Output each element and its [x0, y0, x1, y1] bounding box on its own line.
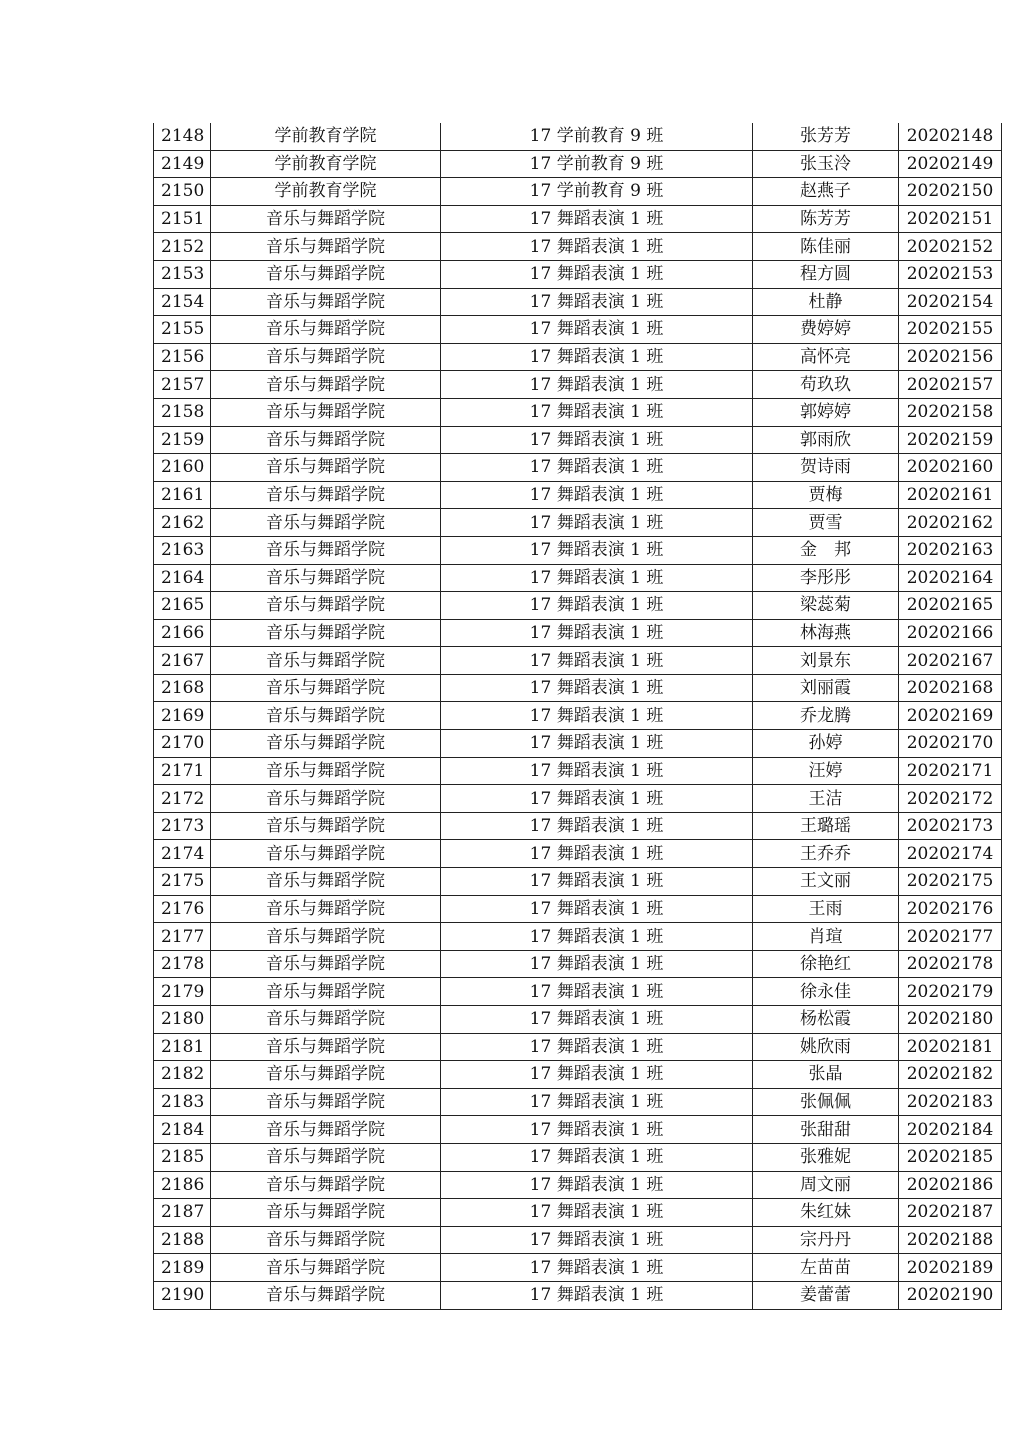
student-name-cell: 金 邦: [753, 536, 899, 564]
sequence-number-cell: 2159: [154, 426, 211, 454]
table-row: [154, 1088, 1002, 1116]
student-id-cell: 20202188: [899, 1226, 1002, 1254]
class-cell: 17 舞蹈表演 1 班: [441, 619, 753, 647]
student-name-cell: 徐永佳: [753, 978, 899, 1006]
college-cell: 音乐与舞蹈学院: [211, 757, 441, 785]
sequence-number-cell: 2158: [154, 398, 211, 426]
class-cell: 17 舞蹈表演 1 班: [441, 1088, 753, 1116]
table-row: [154, 674, 1002, 702]
student-name-cell: 王璐瑶: [753, 812, 899, 840]
table-row: [154, 978, 1002, 1006]
student-name-cell: 刘景东: [753, 647, 899, 675]
student-name-cell: 李彤彤: [753, 564, 899, 592]
student-id-cell: 20202189: [899, 1254, 1002, 1282]
table-row: [154, 1171, 1002, 1199]
student-id-cell: 20202148: [899, 123, 1002, 150]
class-cell: 17 舞蹈表演 1 班: [441, 564, 753, 592]
college-cell: 音乐与舞蹈学院: [211, 1199, 441, 1227]
class-cell: 17 舞蹈表演 1 班: [441, 1171, 753, 1199]
student-name-cell: 费婷婷: [753, 316, 899, 344]
sequence-number-cell: 2162: [154, 509, 211, 537]
college-cell: 音乐与舞蹈学院: [211, 1061, 441, 1089]
student-id-cell: 20202184: [899, 1116, 1002, 1144]
student-id-cell: 20202187: [899, 1199, 1002, 1227]
class-cell: 17 舞蹈表演 1 班: [441, 1061, 753, 1089]
table-row: [154, 205, 1002, 233]
class-cell: 17 舞蹈表演 1 班: [441, 674, 753, 702]
student-name-cell: 王洁: [753, 785, 899, 813]
student-id-cell: 20202152: [899, 233, 1002, 261]
college-cell: 音乐与舞蹈学院: [211, 481, 441, 509]
student-name-cell: 陈佳丽: [753, 233, 899, 261]
student-name-cell: 贾梅: [753, 481, 899, 509]
sequence-number-cell: 2164: [154, 564, 211, 592]
college-cell: 音乐与舞蹈学院: [211, 564, 441, 592]
college-cell: 音乐与舞蹈学院: [211, 1088, 441, 1116]
college-cell: 音乐与舞蹈学院: [211, 619, 441, 647]
table-row: [154, 950, 1002, 978]
student-name-cell: 乔龙腾: [753, 702, 899, 730]
sequence-number-cell: 2154: [154, 288, 211, 316]
table-row: [154, 454, 1002, 482]
student-name-cell: 朱红妹: [753, 1199, 899, 1227]
sequence-number-cell: 2161: [154, 481, 211, 509]
college-cell: 音乐与舞蹈学院: [211, 1033, 441, 1061]
student-name-cell: 贺诗雨: [753, 454, 899, 482]
student-id-cell: 20202159: [899, 426, 1002, 454]
table-row: [154, 1116, 1002, 1144]
student-name-cell: 周文丽: [753, 1171, 899, 1199]
student-name-cell: 林海燕: [753, 619, 899, 647]
student-id-cell: 20202166: [899, 619, 1002, 647]
sequence-number-cell: 2182: [154, 1061, 211, 1089]
table-row: [154, 895, 1002, 923]
class-cell: 17 舞蹈表演 1 班: [441, 316, 753, 344]
class-cell: 17 舞蹈表演 1 班: [441, 1033, 753, 1061]
sequence-number-cell: 2167: [154, 647, 211, 675]
table-row: [154, 426, 1002, 454]
student-id-cell: 20202168: [899, 674, 1002, 702]
sequence-number-cell: 2185: [154, 1143, 211, 1171]
class-cell: 17 舞蹈表演 1 班: [441, 1254, 753, 1282]
sequence-number-cell: 2149: [154, 150, 211, 178]
table-row: [154, 812, 1002, 840]
class-cell: 17 舞蹈表演 1 班: [441, 233, 753, 261]
sequence-number-cell: 2176: [154, 895, 211, 923]
college-cell: 音乐与舞蹈学院: [211, 398, 441, 426]
student-id-cell: 20202177: [899, 923, 1002, 951]
college-cell: 音乐与舞蹈学院: [211, 592, 441, 620]
class-cell: 17 舞蹈表演 1 班: [441, 481, 753, 509]
table-row: [154, 923, 1002, 951]
class-cell: 17 舞蹈表演 1 班: [441, 895, 753, 923]
table-row: [154, 260, 1002, 288]
student-id-cell: 20202176: [899, 895, 1002, 923]
student-roster-table: [153, 123, 1002, 1310]
college-cell: 音乐与舞蹈学院: [211, 205, 441, 233]
table-row: [154, 757, 1002, 785]
student-id-cell: 20202167: [899, 647, 1002, 675]
student-id-cell: 20202154: [899, 288, 1002, 316]
sequence-number-cell: 2190: [154, 1281, 211, 1309]
student-id-cell: 20202186: [899, 1171, 1002, 1199]
college-cell: 音乐与舞蹈学院: [211, 1254, 441, 1282]
table-row: [154, 481, 1002, 509]
sequence-number-cell: 2177: [154, 923, 211, 951]
student-name-cell: 高怀亮: [753, 343, 899, 371]
college-cell: 音乐与舞蹈学院: [211, 260, 441, 288]
sequence-number-cell: 2184: [154, 1116, 211, 1144]
table-row: [154, 785, 1002, 813]
sequence-number-cell: 2183: [154, 1088, 211, 1116]
college-cell: 音乐与舞蹈学院: [211, 868, 441, 896]
student-name-cell: 张佩佩: [753, 1088, 899, 1116]
sequence-number-cell: 2186: [154, 1171, 211, 1199]
class-cell: 17 舞蹈表演 1 班: [441, 757, 753, 785]
table-row: [154, 1006, 1002, 1034]
student-id-cell: 20202185: [899, 1143, 1002, 1171]
sequence-number-cell: 2173: [154, 812, 211, 840]
sequence-number-cell: 2170: [154, 730, 211, 758]
sequence-number-cell: 2151: [154, 205, 211, 233]
college-cell: 音乐与舞蹈学院: [211, 1143, 441, 1171]
class-cell: 17 舞蹈表演 1 班: [441, 730, 753, 758]
sequence-number-cell: 2178: [154, 950, 211, 978]
college-cell: 学前教育学院: [211, 123, 441, 150]
table-row: [154, 1143, 1002, 1171]
student-id-cell: 20202179: [899, 978, 1002, 1006]
student-id-cell: 20202160: [899, 454, 1002, 482]
college-cell: 音乐与舞蹈学院: [211, 840, 441, 868]
student-name-cell: 张芳芳: [753, 123, 899, 150]
sequence-number-cell: 2150: [154, 178, 211, 206]
student-name-cell: 杜静: [753, 288, 899, 316]
class-cell: 17 学前教育 9 班: [441, 123, 753, 150]
college-cell: 音乐与舞蹈学院: [211, 1281, 441, 1309]
sequence-number-cell: 2172: [154, 785, 211, 813]
student-id-cell: 20202173: [899, 812, 1002, 840]
class-cell: 17 学前教育 9 班: [441, 178, 753, 206]
table-row: [154, 1281, 1002, 1309]
college-cell: 音乐与舞蹈学院: [211, 674, 441, 702]
student-id-cell: 20202150: [899, 178, 1002, 206]
college-cell: 音乐与舞蹈学院: [211, 730, 441, 758]
table-row: [154, 123, 1002, 150]
student-name-cell: 徐艳红: [753, 950, 899, 978]
college-cell: 音乐与舞蹈学院: [211, 536, 441, 564]
student-name-cell: 王雨: [753, 895, 899, 923]
college-cell: 音乐与舞蹈学院: [211, 343, 441, 371]
student-id-cell: 20202171: [899, 757, 1002, 785]
student-name-cell: 梁蕊菊: [753, 592, 899, 620]
class-cell: 17 舞蹈表演 1 班: [441, 454, 753, 482]
college-cell: 音乐与舞蹈学院: [211, 923, 441, 951]
sequence-number-cell: 2171: [154, 757, 211, 785]
sequence-number-cell: 2169: [154, 702, 211, 730]
student-id-cell: 20202162: [899, 509, 1002, 537]
student-name-cell: 程方圆: [753, 260, 899, 288]
college-cell: 音乐与舞蹈学院: [211, 950, 441, 978]
table-row: [154, 371, 1002, 399]
table-row: [154, 1199, 1002, 1227]
class-cell: 17 舞蹈表演 1 班: [441, 1226, 753, 1254]
table-row: [154, 840, 1002, 868]
student-id-cell: 20202180: [899, 1006, 1002, 1034]
student-id-cell: 20202151: [899, 205, 1002, 233]
college-cell: 学前教育学院: [211, 178, 441, 206]
student-name-cell: 郭婷婷: [753, 398, 899, 426]
student-name-cell: 郭雨欣: [753, 426, 899, 454]
sequence-number-cell: 2152: [154, 233, 211, 261]
student-name-cell: 王文丽: [753, 868, 899, 896]
student-name-cell: 张甜甜: [753, 1116, 899, 1144]
student-id-cell: 20202163: [899, 536, 1002, 564]
sequence-number-cell: 2166: [154, 619, 211, 647]
college-cell: 音乐与舞蹈学院: [211, 812, 441, 840]
college-cell: 音乐与舞蹈学院: [211, 1116, 441, 1144]
table-row: [154, 150, 1002, 178]
class-cell: 17 舞蹈表演 1 班: [441, 950, 753, 978]
sequence-number-cell: 2148: [154, 123, 211, 150]
student-id-cell: 20202161: [899, 481, 1002, 509]
table-row: [154, 288, 1002, 316]
sequence-number-cell: 2160: [154, 454, 211, 482]
student-id-cell: 20202190: [899, 1281, 1002, 1309]
class-cell: 17 舞蹈表演 1 班: [441, 1281, 753, 1309]
sequence-number-cell: 2163: [154, 536, 211, 564]
table-row: [154, 564, 1002, 592]
student-id-cell: 20202170: [899, 730, 1002, 758]
college-cell: 音乐与舞蹈学院: [211, 1171, 441, 1199]
table-row: [154, 647, 1002, 675]
sequence-number-cell: 2174: [154, 840, 211, 868]
sequence-number-cell: 2156: [154, 343, 211, 371]
student-name-cell: 杨松霞: [753, 1006, 899, 1034]
student-name-cell: 陈芳芳: [753, 205, 899, 233]
class-cell: 17 舞蹈表演 1 班: [441, 371, 753, 399]
student-name-cell: 王乔乔: [753, 840, 899, 868]
college-cell: 音乐与舞蹈学院: [211, 509, 441, 537]
class-cell: 17 舞蹈表演 1 班: [441, 702, 753, 730]
student-name-cell: 赵燕子: [753, 178, 899, 206]
class-cell: 17 舞蹈表演 1 班: [441, 868, 753, 896]
table-row: [154, 536, 1002, 564]
class-cell: 17 舞蹈表演 1 班: [441, 1143, 753, 1171]
college-cell: 音乐与舞蹈学院: [211, 1226, 441, 1254]
sequence-number-cell: 2157: [154, 371, 211, 399]
student-id-cell: 20202174: [899, 840, 1002, 868]
class-cell: 17 舞蹈表演 1 班: [441, 978, 753, 1006]
class-cell: 17 学前教育 9 班: [441, 150, 753, 178]
student-name-cell: 贾雪: [753, 509, 899, 537]
student-name-cell: 张晶: [753, 1061, 899, 1089]
class-cell: 17 舞蹈表演 1 班: [441, 1116, 753, 1144]
class-cell: 17 舞蹈表演 1 班: [441, 1006, 753, 1034]
college-cell: 音乐与舞蹈学院: [211, 371, 441, 399]
college-cell: 音乐与舞蹈学院: [211, 426, 441, 454]
college-cell: 音乐与舞蹈学院: [211, 978, 441, 1006]
sequence-number-cell: 2187: [154, 1199, 211, 1227]
table-row: [154, 619, 1002, 647]
student-name-cell: 刘丽霞: [753, 674, 899, 702]
class-cell: 17 舞蹈表演 1 班: [441, 288, 753, 316]
class-cell: 17 舞蹈表演 1 班: [441, 260, 753, 288]
student-id-cell: 20202183: [899, 1088, 1002, 1116]
table-row: [154, 1033, 1002, 1061]
student-id-cell: 20202169: [899, 702, 1002, 730]
student-id-cell: 20202181: [899, 1033, 1002, 1061]
student-name-cell: 张雅妮: [753, 1143, 899, 1171]
student-id-cell: 20202153: [899, 260, 1002, 288]
sequence-number-cell: 2179: [154, 978, 211, 1006]
student-name-cell: 孙婷: [753, 730, 899, 758]
class-cell: 17 舞蹈表演 1 班: [441, 536, 753, 564]
table-row: [154, 868, 1002, 896]
class-cell: 17 舞蹈表演 1 班: [441, 343, 753, 371]
student-name-cell: 宗丹丹: [753, 1226, 899, 1254]
student-id-cell: 20202178: [899, 950, 1002, 978]
student-id-cell: 20202175: [899, 868, 1002, 896]
class-cell: 17 舞蹈表演 1 班: [441, 840, 753, 868]
college-cell: 音乐与舞蹈学院: [211, 454, 441, 482]
sequence-number-cell: 2168: [154, 674, 211, 702]
student-id-cell: 20202172: [899, 785, 1002, 813]
student-id-cell: 20202158: [899, 398, 1002, 426]
table-row: [154, 730, 1002, 758]
class-cell: 17 舞蹈表演 1 班: [441, 647, 753, 675]
table-row: [154, 1061, 1002, 1089]
roster-table-body: [154, 123, 1002, 1309]
sequence-number-cell: 2165: [154, 592, 211, 620]
sequence-number-cell: 2188: [154, 1226, 211, 1254]
student-name-cell: 苟玖玖: [753, 371, 899, 399]
class-cell: 17 舞蹈表演 1 班: [441, 923, 753, 951]
class-cell: 17 舞蹈表演 1 班: [441, 205, 753, 233]
class-cell: 17 舞蹈表演 1 班: [441, 1199, 753, 1227]
college-cell: 音乐与舞蹈学院: [211, 702, 441, 730]
student-name-cell: 姜蕾蕾: [753, 1281, 899, 1309]
college-cell: 音乐与舞蹈学院: [211, 288, 441, 316]
student-name-cell: 姚欣雨: [753, 1033, 899, 1061]
student-id-cell: 20202156: [899, 343, 1002, 371]
table-row: [154, 398, 1002, 426]
student-name-cell: 汪婷: [753, 757, 899, 785]
student-name-cell: 张玉泠: [753, 150, 899, 178]
college-cell: 音乐与舞蹈学院: [211, 233, 441, 261]
table-row: [154, 233, 1002, 261]
class-cell: 17 舞蹈表演 1 班: [441, 592, 753, 620]
sequence-number-cell: 2155: [154, 316, 211, 344]
class-cell: 17 舞蹈表演 1 班: [441, 785, 753, 813]
sequence-number-cell: 2189: [154, 1254, 211, 1282]
sequence-number-cell: 2153: [154, 260, 211, 288]
college-cell: 音乐与舞蹈学院: [211, 1006, 441, 1034]
table-row: [154, 316, 1002, 344]
student-name-cell: 左苗苗: [753, 1254, 899, 1282]
table-row: [154, 343, 1002, 371]
table-row: [154, 1254, 1002, 1282]
student-id-cell: 20202182: [899, 1061, 1002, 1089]
table-row: [154, 592, 1002, 620]
student-id-cell: 20202164: [899, 564, 1002, 592]
college-cell: 音乐与舞蹈学院: [211, 316, 441, 344]
table-row: [154, 178, 1002, 206]
class-cell: 17 舞蹈表演 1 班: [441, 398, 753, 426]
table-row: [154, 509, 1002, 537]
student-id-cell: 20202165: [899, 592, 1002, 620]
college-cell: 音乐与舞蹈学院: [211, 785, 441, 813]
class-cell: 17 舞蹈表演 1 班: [441, 812, 753, 840]
student-id-cell: 20202155: [899, 316, 1002, 344]
sequence-number-cell: 2175: [154, 868, 211, 896]
sequence-number-cell: 2181: [154, 1033, 211, 1061]
table-row: [154, 1226, 1002, 1254]
sequence-number-cell: 2180: [154, 1006, 211, 1034]
student-id-cell: 20202149: [899, 150, 1002, 178]
class-cell: 17 舞蹈表演 1 班: [441, 426, 753, 454]
college-cell: 音乐与舞蹈学院: [211, 647, 441, 675]
table-row: [154, 702, 1002, 730]
college-cell: 音乐与舞蹈学院: [211, 895, 441, 923]
student-id-cell: 20202157: [899, 371, 1002, 399]
student-name-cell: 肖瑄: [753, 923, 899, 951]
class-cell: 17 舞蹈表演 1 班: [441, 509, 753, 537]
college-cell: 学前教育学院: [211, 150, 441, 178]
